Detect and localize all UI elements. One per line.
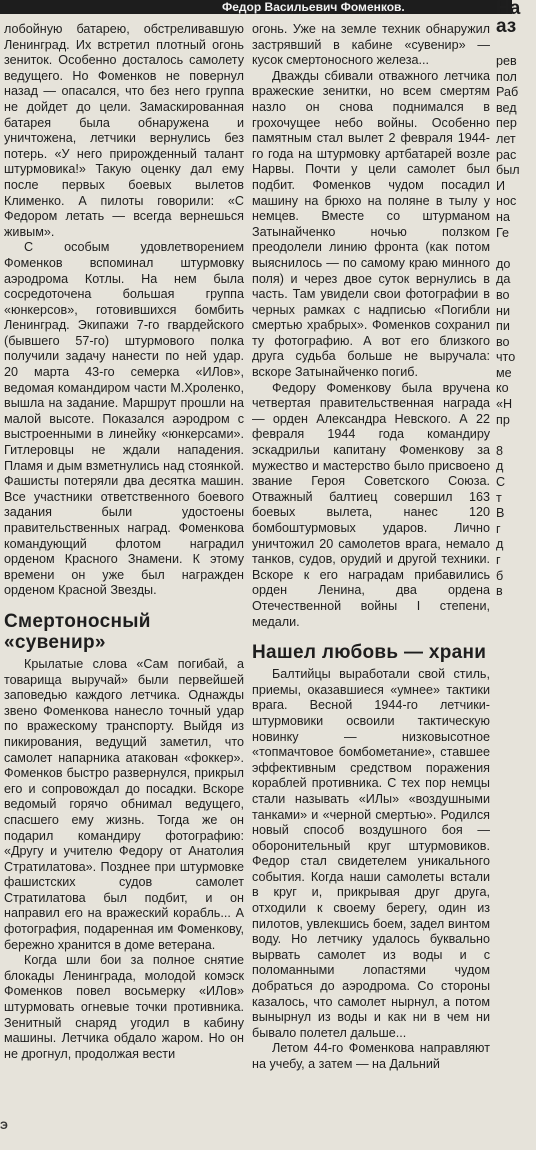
- cut-fragment: во: [496, 287, 510, 302]
- cut-fragment: Ге: [496, 225, 509, 240]
- article-column-2: [252, 22, 490, 1073]
- paragraph: Дважды сбивали отважного летчика вражеские зенитки, но всем смертям назло он снова поднимался в грохочущее небо войны. Особенно памятным стал вылет 2 февраля 1944-го года на штурмовку артбатарей возле Нарвы. Почти у цели самолет был подбит. Фоменков чудом посадил машину на брюхо на поляне в тылу у немцев. Вместе со штурманом Затынайченко ночью ползком преодолели линию фронта (как потом выяснилось — по самому краю минного поля) и через двое суток вернулись в часть. Там увидели свои фотографии в черных рамках с надписью «Погибли смертью храбрых». Фоменков сохранил ту фотографию. А вот его близкого друга судьба больше не выручала: вскоре Затынайченко погиб.: [252, 68, 490, 380]
- cut-fragment: в: [496, 584, 503, 599]
- cut-fragment: пер: [496, 116, 517, 131]
- paragraph: С особым удовлетворением Фоменков вспоминал штурмовку аэродрома Котлы. На нем была сосредоточена большая группа «юнкерсов», готовившихся бомбить Ленинград. Экипажи 7-го гвардейского (бывшего 57-го) штурмового полка получили задачу нанести по ней удар. 20 марта 43-го семерка «ИЛов», ведомая командиром части М.Хроленко, вышла на задание. Маршрут прошли на малой высоте. Показался аэродром с выстроенными в линейку «юнкерсами». Гитлеровцы не ждали нападения. Пламя и дым взметнулись над стоянкой. Фашисты потеряли два десятка машин. Все участники ответственного боевого задания были удостоены правительственных наград. Фоменкова командующий флотом наградил орденом Красного Знамени. К этому времени он уже был награжден орденом Красной Звезды.: [4, 240, 244, 598]
- edge-mark: Э: [0, 1120, 8, 1132]
- paragraph: Летом 44-го Фоменкова направляют на учебу, а затем — на Дальний: [252, 1041, 490, 1071]
- cut-fragment: 8: [496, 443, 504, 458]
- header-bar: [0, 0, 512, 14]
- cut-fragment: рас: [496, 147, 517, 162]
- cut-fragment: да: [496, 272, 511, 287]
- cut-fragment: д: [496, 537, 504, 552]
- cut-fragment: на: [496, 209, 510, 224]
- cut-fragment: лет: [496, 131, 516, 146]
- cut-fragment: [496, 241, 514, 257]
- cut-fragment: пи: [496, 319, 510, 334]
- cut-fragment: Раб: [496, 85, 519, 100]
- cut-fragment: нос: [496, 194, 517, 209]
- cut-fragment: б: [496, 568, 504, 583]
- cut-fragment: рев: [496, 54, 517, 68]
- cut-fragment: «Н: [496, 397, 513, 412]
- paragraph: Балтийцы выработали свой стиль, приемы, оказавшиеся «умнее» тактики врага. Весной 1944-го летчики-штурмовики освоили тактическую новинку — низковысотное «топмачтовое бомбометание», ставшее эффективным средством поражения кораблей противника. С тех пор немцы стали называть «ИЛы» «воздушными танками» и «черной смертью». Родился новый способ воздушного боя — оборонительный круг штурмовиков. Федор стал свидетелем уникального события. Когда наши самолеты встали в круг и, прикрывая друг друга, отходили к своему берегу, один из пилотов, увлекшись боем, задел винтом воду. Но летчику удалось буквально вырвать самолет из воды и с поломанными лопастями чудом добраться до аэродрома. Со стороны казалось, что самолет нырнул, а потом вынырнул из воды и как ни в чем ни бывало полетел дальше...: [252, 667, 490, 1040]
- cut-fragment: т: [496, 490, 502, 505]
- paragraph: лобойную батарею, обстреливавшую Ленинград. Их встретил плотный огонь зениток. Особенно досталось самолету ведущего. Но Фоменков не повернул назад — опасался, что без него группа не дойдет до цели. Замаскированная батарея была обнаружена и уничтожена, летчики вернулись без потерь. «У него прирожденный талант штурмовика!» Такую оценку дал ему после первых боевых вылетов Клименко. А пилоты говорили: «С Федором летать — всегда вернешься живым».: [4, 22, 244, 239]
- byline: Федор Васильевич Фоменков.: [222, 0, 405, 14]
- cut-fragment: был: [496, 163, 520, 178]
- cut-fragment: д: [496, 459, 504, 474]
- paragraph: огонь. Уже на земле техник обнаружил застрявший в кабине «сувенир» — кусок смертоносного железа...: [252, 22, 490, 68]
- section-heading: Смертоносный «сувенир»: [4, 610, 151, 653]
- cut-fragment: В: [496, 506, 505, 521]
- paragraph: Когда шли бои за полное снятие блокады Ленинграда, молодой комэск Фоменков повел восьмерку «ИЛов» штурмовать огневые точки противника. Зенитный снаряд угодил в кабину машины. Летчика обдало жаром. Но он не дрогнул, продолжая вести: [4, 953, 244, 1061]
- paragraph: Федору Фоменкову была вручена четвертая правительственная награда — орден Александра Невского. А 22 февраля 1944 года командиру эскадрильи капитану Фоменкову за мужество и мастерство было присвоено звание Героя Советского Союза. Отважный балтиец совершил 163 боевых вылета, нанес 120 бомбоштурмовых ударов. Лично уничтожил 20 самолетов врага, немало танков, судов, орудий и другой техники. Вскоре к его наградам прибавились орден Ленина, два ордена Отечественной войны I степени, медали.: [252, 380, 490, 629]
- cut-fragment: ме: [496, 365, 512, 380]
- cut-fragment: во: [496, 334, 510, 349]
- cut-fragment: И: [496, 178, 506, 193]
- cut-fragments: [496, 54, 520, 600]
- cut-fragment: ни: [496, 303, 510, 318]
- cut-title: На аз: [496, 0, 521, 37]
- cut-fragment: [496, 428, 514, 444]
- article-column-1: [4, 22, 244, 1062]
- cut-fragment: вед: [496, 100, 517, 115]
- paragraph: Крылатые слова «Сам погибай, а товарища выручай» были первейшей заповедью каждого летчика. Однажды звено Фоменкова нанесло точный удар по вражескому транспорту. Выйдя из пикирования, ведущий заметил, что самолет напарника атакован «фоккер». Фоменков быстро развернулся, прикрыл его и сопровождал до посадки. Вскоре ведомый горячо обнимал ведущего, спасшего ему жизнь. Тогда же он подарил командиру фотографию: «Другу и учителю Федору от Анатолия Стратилатова». Позднее при штурмовке фашистских судов самолет Стратилатова был подбит, и он направил его на вражеский корабль... А фотография, подаренная им Фоменкову, бережно хранится в доме ветерана.: [4, 656, 244, 952]
- cut-fragment: что: [496, 350, 516, 365]
- cut-fragment: пр: [496, 412, 510, 427]
- cut-fragment: г: [496, 553, 501, 567]
- cut-fragment: пол: [496, 69, 517, 84]
- cut-fragment: до: [496, 256, 511, 271]
- article-column-3-cut: [496, 0, 521, 600]
- cut-fragment: г: [496, 521, 501, 536]
- cut-fragment: ко: [496, 381, 509, 396]
- section-heading: Нашел любовь — храни: [252, 642, 487, 664]
- cut-fragment: С: [496, 475, 506, 490]
